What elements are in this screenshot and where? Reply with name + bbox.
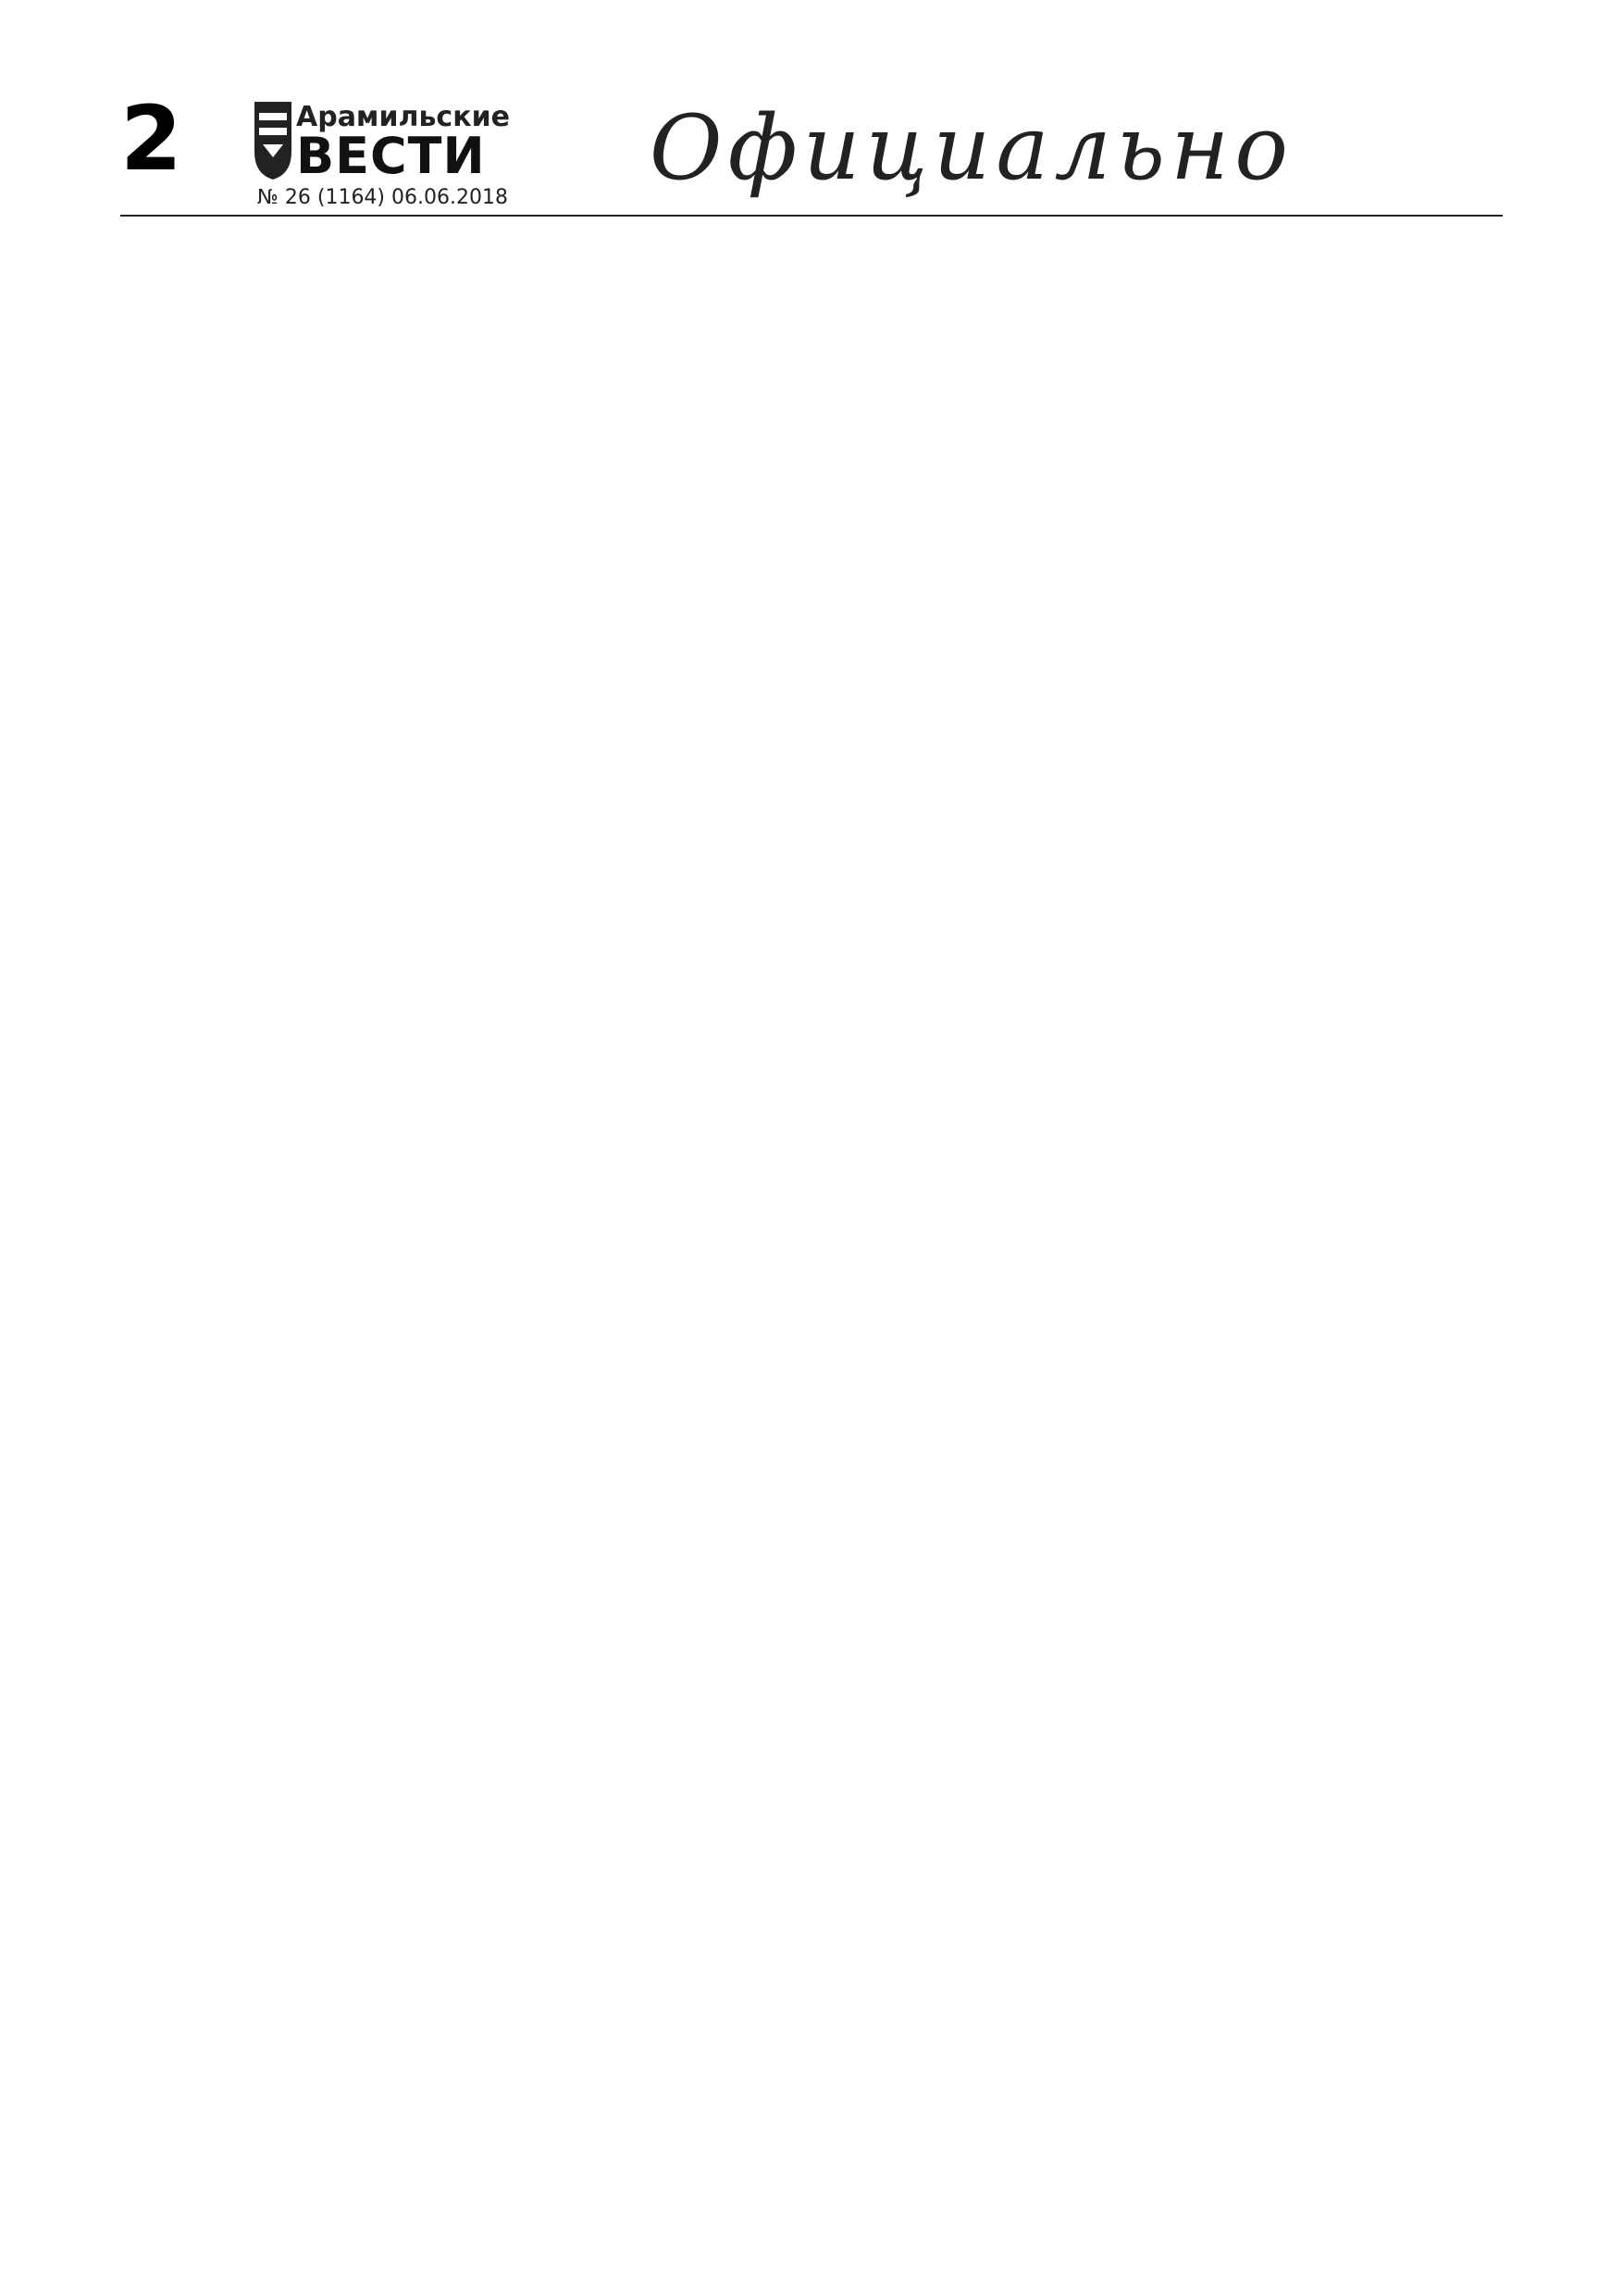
issue-line: № 26 (1164) 06.06.2018 [257, 186, 508, 209]
newspaper-logo [252, 100, 510, 185]
article-columns [120, 228, 1503, 2273]
brand-name-small: Арамильские [296, 101, 510, 133]
masthead-rule [120, 215, 1503, 217]
city-emblem-icon [252, 100, 294, 181]
column-2 [589, 228, 1035, 2273]
brand-name-large: ВЕСТИ [296, 127, 486, 185]
section-title: Официально [649, 96, 1294, 200]
masthead [0, 0, 1623, 213]
column-3 [1058, 228, 1503, 2273]
column-1 [120, 228, 565, 2273]
page-number: 2 [120, 87, 182, 191]
